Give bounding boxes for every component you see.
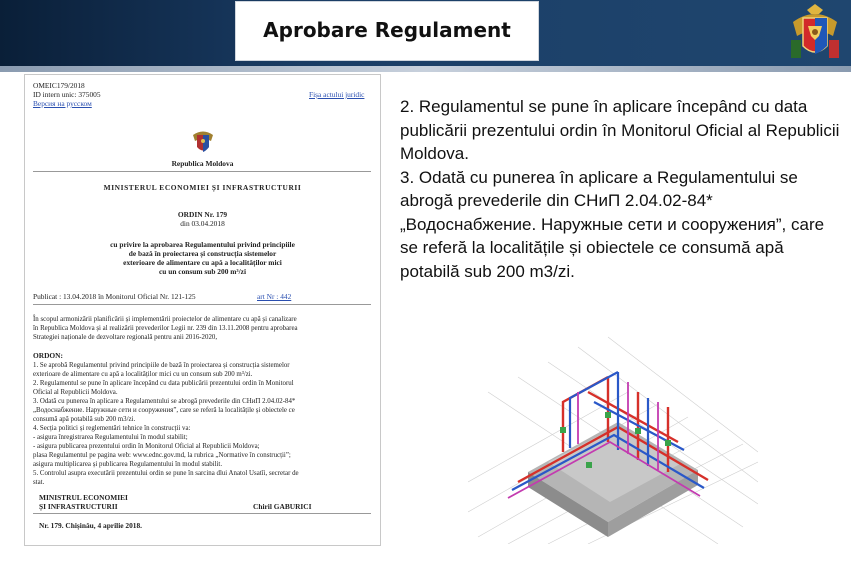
doc-subject-2: de bază în proiectarea și construcția sistemelor — [128, 249, 277, 258]
moldova-coat-of-arms-icon — [785, 2, 845, 64]
doc-order-no: ORDIN Nr. 179 — [177, 210, 228, 219]
doc-divider — [33, 171, 371, 172]
paragraph-item-2: 2. Regulamentul se pune în aplicare începând cu data publicării prezentului ordin în Monitorul Oficial al Republicii Moldova. — [400, 97, 840, 163]
moldova-emblem-icon — [191, 127, 215, 157]
doc-published: Publicat : 13.04.2018 în Monitorul Oficial Nr. 121-125 — [33, 292, 196, 301]
doc-item: stat. — [33, 479, 45, 486]
doc-published-art[interactable]: art Nr : 442 — [257, 292, 292, 301]
doc-subject-1: cu privire la aprobarea Regulamentului privind principiile — [110, 240, 295, 249]
body-text — [400, 95, 840, 283]
title-box — [236, 2, 538, 60]
doc-sign-footer: Nr. 179. Chișinău, 4 aprilie 2018. — [39, 521, 143, 530]
paragraph-item-3: 3. Odată cu punerea în aplicare a Regulamentului se abrogă prevederile din СНиП 2.04.02-84* „Водоснабжение. Наружные сети и сооружения”, care se referă la localitățile și obiectele ce consumă apă potabilă sub 200 m3/zi. — [400, 167, 825, 281]
doc-divider — [33, 513, 371, 514]
doc-ref: OMEIC179/2018 — [33, 81, 85, 90]
doc-item: 4. Secția politici și reglementări tehnice în construcții va: — [33, 425, 191, 432]
doc-sign-ministry-1: MINISTRUL ECONOMIEI — [39, 493, 128, 502]
doc-emblem-caption: Republica Moldova — [171, 159, 234, 168]
doc-ministry: MINISTERUL ECONOMIEI ȘI INFRASTRUCTURII — [103, 183, 302, 192]
doc-sign-ministry-2: ȘI INFRASTRUCTURII — [39, 502, 118, 511]
doc-intro-3: Strategiei naționale de dezvoltare regională pentru anii 2016-2020, — [33, 334, 218, 341]
doc-divider — [33, 304, 371, 305]
doc-item: 1. Se aprobă Regulamentul privind principiile de bază în proiectarea și construcția sistemelor — [33, 362, 290, 369]
doc-item: 2. Regulamentul se pune în aplicare începând cu data publicării prezentului ordin în Monitorul — [33, 380, 294, 387]
doc-subject-3: exterioare de alimentare cu apă a localităților mici — [123, 258, 282, 267]
doc-subject-4: cu un consum sub 200 m³/zi — [158, 267, 247, 276]
doc-item: asigura multiplicarea și publicarea Regulamentului în modul stabilit. — [33, 461, 223, 468]
doc-item: 3. Odată cu punerea în aplicare a Regulamentului se abrogă prevederile din СНиП 2.04.02-84* — [33, 398, 296, 405]
header-accent — [0, 0, 240, 66]
header-divider — [0, 66, 851, 72]
doc-id: ID intern unic: 375005 — [33, 90, 101, 99]
water-network-3d-diagram — [468, 332, 758, 544]
doc-item: - asigura înregistrarea Regulamentului în modul stabilit; — [33, 434, 188, 441]
doc-intro-2: în Republica Moldova și al realizării prevederilor Legii nr. 239 din 13.11.2008 pentru aprobarea — [33, 325, 298, 332]
doc-sign-name: Chiril GABURICI — [253, 502, 312, 511]
doc-item: exterioare de alimentare cu apă a localităților mici cu un consum sub 200 m³/zi. — [33, 371, 253, 378]
doc-ordin-label: ORDON: — [33, 351, 63, 360]
doc-item: Oficial al Republicii Moldova. — [33, 389, 118, 396]
doc-item: plasa Regulamentul pe pagina web: www.ednc.gov.md, la rubrica „Normative în construcții”; — [33, 452, 291, 459]
doc-item: 5. Controlul asupra executării prezentului ordin se pune în sarcina dlui Anatol Usatîi, secretar de — [33, 470, 299, 477]
header-bar — [0, 0, 851, 66]
doc-item: „Водоснабжение. Наружные сети и сооружения”, care se referă la localitățile și obiectele ce — [33, 407, 295, 414]
doc-legal-act-link[interactable]: Fișa actului juridic — [309, 90, 365, 99]
doc-item: - asigura publicarea prezentului ordin în Monitorul Oficial al Republicii Moldova; — [33, 443, 260, 450]
doc-item: consumă apă potabilă sub 200 m3/zi. — [33, 416, 136, 423]
slide-title: Aprobare Regulament — [263, 18, 511, 42]
document-scan — [24, 74, 381, 546]
doc-version-link[interactable]: Версия на русском — [33, 99, 92, 108]
doc-intro-1: În scopul armonizării planificării și implementării proiectelor de alimentare cu apă și canalizare — [33, 316, 297, 323]
doc-order-date: din 03.04.2018 — [180, 219, 225, 228]
